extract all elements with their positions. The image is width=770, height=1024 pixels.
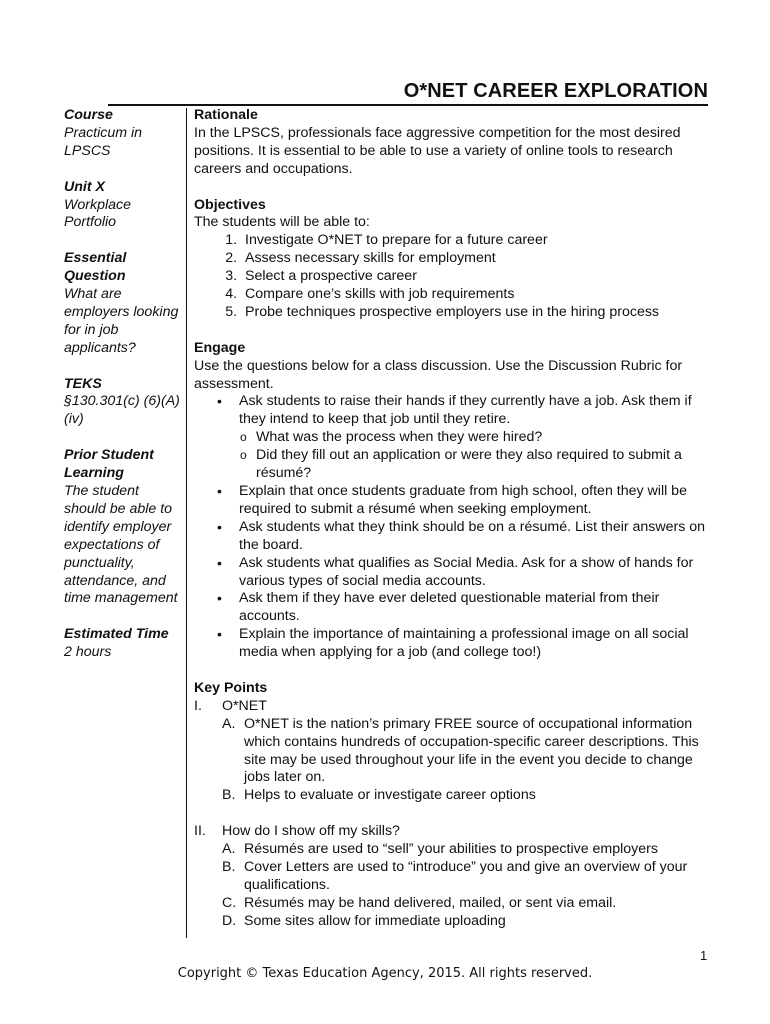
estimated-time-value: 2 hours — [64, 644, 112, 661]
key-point-item — [222, 841, 714, 859]
objectives-section — [194, 197, 714, 322]
rationale-text: In the LPSCS, professionals face aggressive competition for the most desired positions. It is essential to be able to use a variety of online tools to research careers and occupations. — [194, 124, 681, 177]
key-point-letter: A. — [222, 715, 236, 732]
spacer — [194, 805, 714, 823]
course-block — [64, 107, 184, 161]
key-point-text: O*NET is the nation’s primary FREE source of occupational information which contains hundreds of occupation-specific career descriptions. This site may be used throughout your life in the event you decide to change jobs later on. — [244, 715, 699, 786]
key-point-text: Résumés may be hand delivered, mailed, or sent via email. — [244, 894, 617, 911]
key-point-item — [222, 894, 714, 913]
key-point-text: Résumés are used to “sell” your abilities to prospective employers — [244, 841, 658, 858]
sidebar — [64, 107, 184, 680]
key-point-item — [222, 912, 714, 931]
key-point-section-2 — [194, 823, 714, 930]
engage-subitem: o Did they fill out an application or were they also required to submit a résumé? — [256, 447, 714, 483]
objective-item: 4. Compare one’s skills with job requirements — [241, 286, 714, 304]
key-point-letter: A. — [222, 841, 236, 858]
prior-learning-block — [64, 447, 184, 608]
key-points-heading: Key Points — [194, 679, 268, 696]
key-point-title: O*NET — [222, 697, 267, 714]
objectives-list — [194, 232, 714, 322]
key-point-items — [194, 716, 714, 806]
prior-learning-label: Prior Student Learning — [64, 447, 154, 482]
key-point-item — [222, 787, 714, 805]
essential-question-value: What are employers looking for in job applicants? — [64, 286, 179, 356]
engage-sublist — [239, 429, 714, 483]
objective-item: 2. Assess necessary skills for employment — [241, 250, 714, 268]
unit-value: Workplace Portfolio — [64, 196, 132, 231]
unit-label: Unit X — [64, 178, 105, 195]
page-number: 1 — [700, 948, 708, 963]
key-point-text: Cover Letters are used to “introduce” you and give an overview of your qualifications. — [244, 859, 688, 893]
page-title: O*NET CAREER EXPLORATION — [108, 80, 708, 106]
key-point-numeral: I. — [194, 697, 202, 714]
key-point-items — [194, 841, 714, 931]
key-points-section — [194, 680, 714, 931]
key-point-text: Some sites allow for immediate uploading — [244, 912, 506, 929]
key-point-letter: D. — [222, 912, 237, 929]
essential-question-block — [64, 250, 184, 357]
estimated-time-block — [64, 626, 184, 662]
objective-item: 1. Investigate O*NET to prepare for a future career — [241, 232, 714, 250]
column-divider — [186, 108, 187, 938]
objective-item: 5. Probe techniques prospective employers use in the hiring process — [241, 304, 714, 322]
engage-item: • Ask them if they have ever deleted questionable material from their accounts. — [239, 590, 714, 626]
teks-label: TEKS — [64, 375, 102, 392]
estimated-time-label: Estimated Time — [64, 626, 169, 643]
engage-heading: Engage — [194, 339, 246, 356]
key-point-numeral: II. — [194, 823, 206, 840]
course-label: Course — [64, 107, 113, 123]
engage-item-text: Ask students to raise their hands if they currently have a job. Ask them if they intend to keep that job until they retire. — [239, 393, 692, 428]
objectives-intro: The students will be able to: — [194, 214, 370, 231]
key-point-item — [222, 859, 714, 895]
engage-item — [239, 393, 714, 483]
key-point-title: How do I show off my skills? — [222, 823, 400, 840]
unit-block — [64, 179, 184, 233]
course-value: Practicum in LPSCS — [64, 124, 143, 159]
engage-subitem: o What was the process when they were hired? — [256, 429, 714, 447]
main-content — [194, 107, 714, 931]
key-point-letter: C. — [222, 894, 237, 911]
objective-item: 3. Select a prospective career — [241, 268, 714, 286]
key-point-text: Helps to evaluate or investigate career options — [244, 787, 536, 804]
rationale-section — [194, 107, 714, 179]
objectives-heading: Objectives — [194, 196, 266, 213]
essential-question-label: Essential Question — [64, 250, 127, 285]
engage-item: • Ask students what they think should be on a résumé. List their answers on the board. — [239, 519, 714, 555]
key-point-letter: B. — [222, 787, 236, 804]
teks-value: §130.301(c) (6)(A)(iv) — [64, 393, 180, 428]
engage-intro: Use the questions below for a class discussion. Use the Discussion Rubric for assessment. — [194, 357, 683, 392]
prior-learning-value: The student should be able to identify employer expectations of punctuality, attendance, and time management — [64, 482, 178, 607]
engage-section — [194, 340, 714, 662]
engage-list — [194, 393, 714, 662]
engage-item: • Ask students what qualifies as Social Media. Ask for a show of hands for various types of social media accounts. — [239, 555, 714, 591]
key-point-letter: B. — [222, 859, 236, 875]
key-point-section-1 — [194, 698, 714, 805]
key-point-item — [222, 715, 714, 788]
engage-item: • Explain that once students graduate from high school, often they will be required to submit a résumé when seeking employment. — [239, 483, 714, 519]
engage-item: • Explain the importance of maintaining a professional image on all social media when applying for a job (and college too!) — [239, 626, 714, 662]
copyright-notice: Copyright © Texas Education Agency, 2015. All rights reserved. — [177, 966, 593, 981]
teks-block — [64, 376, 184, 430]
rationale-heading: Rationale — [194, 107, 258, 123]
